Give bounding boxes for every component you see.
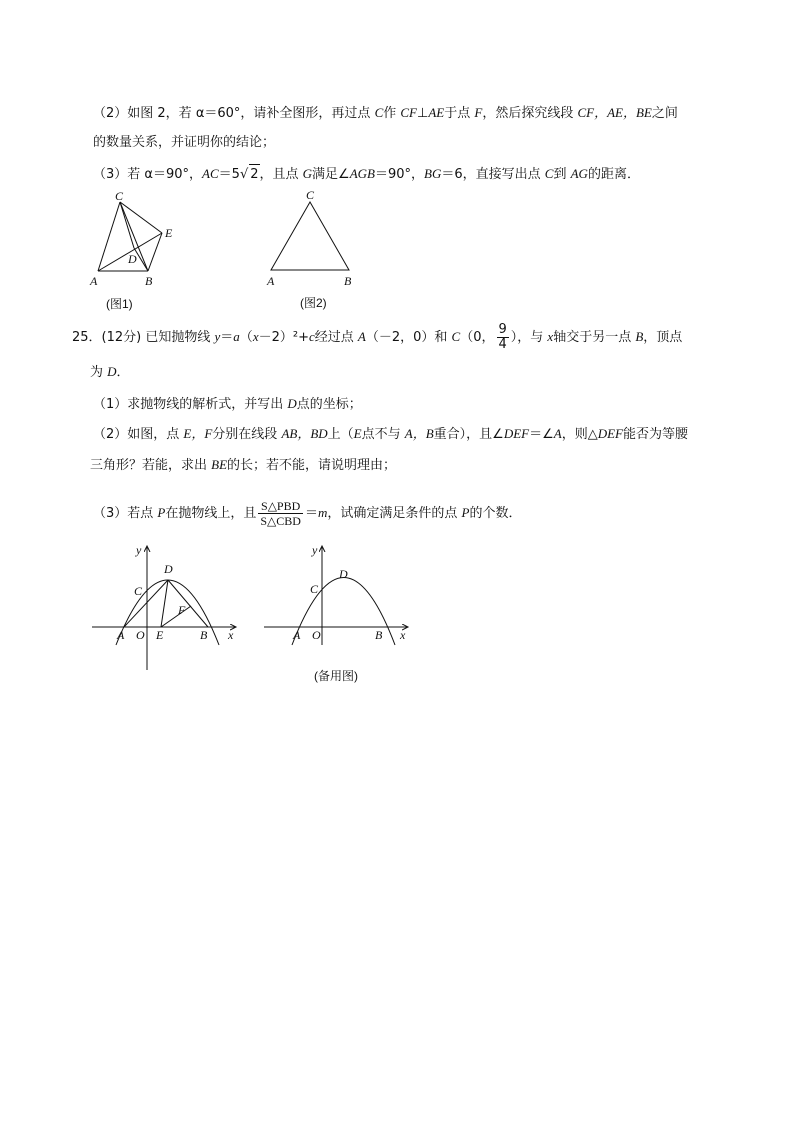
label-A: A [293,628,301,642]
var: CF [400,105,418,120]
figure-1 [85,188,195,313]
label-B: B [375,628,383,642]
text: ，然后探究线段 [482,106,578,121]
text: ＝ [304,506,318,521]
text: ＝90°， [374,167,425,182]
var: AG [570,166,588,181]
text: 之间 [651,106,678,121]
var: m [317,505,328,520]
text: ），与 [510,330,548,345]
text: 经过点 [314,330,358,345]
label-B: B [344,274,352,288]
var: AC [202,166,219,181]
label-C: C [115,189,124,203]
label-O: O [312,628,321,642]
var: E [353,426,362,441]
var: BG [424,166,442,181]
text: （ [239,330,253,345]
text: ＝60°，请补全图形，再过点 [204,106,375,121]
backup-figure-caption: (备用图) [314,669,358,683]
sqrt-radicand: 2 [249,164,259,185]
label-y: y [312,543,318,557]
var: C [374,105,384,120]
alpha: α [195,106,205,121]
text: ，则△ [561,427,598,442]
var: P [157,505,166,520]
label-F: F [178,603,186,617]
perp-symbol: ⊥ [417,106,429,121]
text: ，试确定满足条件的点 [327,506,462,521]
var: D [287,396,297,411]
text: 上（ [327,427,354,442]
label-x: x [228,628,234,642]
var: x [252,329,259,344]
var: A，B [404,426,434,441]
fraction-numerator: S△PBD [258,499,303,514]
var: B [635,329,644,344]
var: D [107,364,117,379]
text: ＝90°， [152,167,203,182]
parabola-backup-figure [262,540,422,690]
text: （3）若 [93,167,145,182]
segment-EF [161,606,191,627]
text: ＝∠ [529,427,554,442]
label-A: A [267,274,275,288]
text: ＝ [220,330,234,345]
segment-AD [124,580,168,627]
text: （2）如图，点 [93,427,184,442]
fraction-denominator: S△CBD [260,514,301,528]
text: 为 [90,365,108,380]
parabola-figure [88,540,248,680]
label-O: O [136,628,145,642]
var: C [451,329,461,344]
label-E: E [156,628,164,642]
label-A: A [90,274,98,288]
text: 分别在线段 [212,427,282,442]
q25-part2-line1 [93,424,688,445]
text: 的个数． [469,506,522,521]
var: C [544,166,554,181]
var: F [474,105,483,120]
text: （2）如图 2，若 [93,106,196,121]
segment-AC [98,202,120,271]
area-ratio-fraction [258,499,303,528]
var: A [553,426,562,441]
text: ＝5 [218,167,240,182]
var: y [214,329,221,344]
alpha: α [144,167,153,182]
figure-2-caption: (图2) [300,296,327,310]
q25-head-line2 [90,362,130,383]
label-C: C [134,584,143,598]
text: ，且点 [259,167,303,182]
text: ，顶点 [643,330,683,345]
text: 作 [383,106,401,121]
label-D: D [164,562,173,576]
text: 的长；若不能，请说明理由； [227,458,397,473]
var: a [233,329,240,344]
var: x [547,329,554,344]
var: P [461,505,470,520]
var: DEF [597,426,623,441]
text: ． [116,365,130,380]
label-B: B [145,274,153,288]
text: 到 [553,167,571,182]
label-C: C [310,582,319,596]
text: 轴交于另一点 [553,330,636,345]
text: 的距离． [587,167,640,182]
var: CF，AE，BE [577,105,652,120]
q24-part2-line1 [93,103,678,124]
text: 三角形？若能，求出 [90,458,212,473]
var: BE [211,457,228,472]
q25-part2-line2 [90,455,396,476]
var: AE [428,105,445,120]
q25-part3 [93,499,521,528]
q24-part2-line2: 的数量关系，并证明你的结论； [93,135,276,150]
text: 重合），且∠ [433,427,504,442]
label-E: E [165,226,173,240]
text: （－2，0）和 [365,330,452,345]
text: （0， [460,330,495,345]
figure-1-caption: (图1) [106,297,133,311]
label-B: B [200,628,208,642]
q25-head-line1 [72,323,682,352]
label-x: x [400,628,406,642]
text: 点的坐标； [296,397,362,412]
segment-CD [120,202,134,248]
text: ＝6，直接写出点 [441,167,545,182]
label-A: A [117,628,125,642]
label-C: C [306,188,315,202]
q25-part1 [93,394,362,415]
sqrt-symbol: √ [239,167,249,182]
text: 在抛物线上，且 [165,506,257,521]
text: （3）若点 [93,506,158,521]
text: 于点 [444,106,475,121]
var: DEF [503,426,530,441]
var: AGB [349,166,375,181]
var: A [357,329,366,344]
triangle-ABC [271,202,349,270]
segment-EB [148,233,162,271]
figure-2 [260,185,370,313]
fraction-9-4 [497,323,509,352]
text: （1）求抛物线的解析式，并写出 [93,397,288,412]
text: 点不与 [361,427,405,442]
text: 25．(12分) 已知抛物线 [72,330,215,345]
text: 满足∠ [312,167,350,182]
fraction-numerator: 9 [498,322,507,337]
var: E，F [183,426,213,441]
segment-DB [168,580,208,627]
var: c [308,329,315,344]
fraction-denominator: 4 [498,337,507,352]
label-D: D [339,567,348,581]
text: 能否为等腰 [622,427,688,442]
q24-part3-line [93,164,640,185]
label-D: D [128,252,137,266]
label-y: y [136,543,142,557]
var: AB，BD [281,426,328,441]
text: －2）²+ [258,330,309,345]
var: G [302,166,313,181]
